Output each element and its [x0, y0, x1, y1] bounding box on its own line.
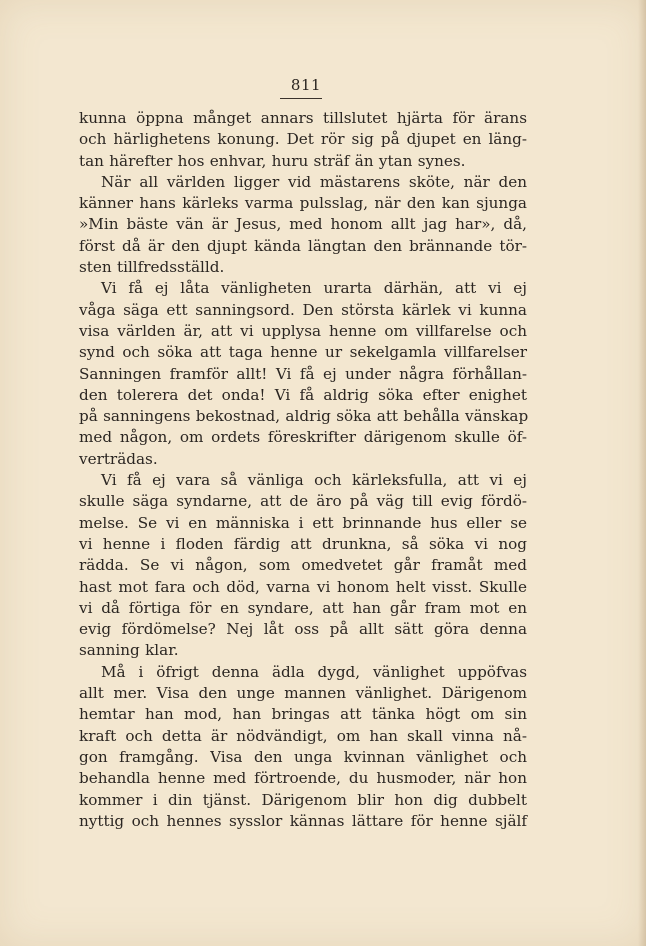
body-text: [79, 108, 527, 832]
text-line: »Min bäste vän är Jesus, med honom allt jag har», då,: [79, 215, 527, 234]
text-line: allt mer. Visa den unge mannen vänlighet. Därigenom: [79, 684, 527, 703]
text-line: tan härefter hos enhvar, huru sträf än ytan synes.: [79, 151, 466, 170]
text-line: Må i öfrigt denna ädla dygd, vänlighet uppöfvas: [101, 662, 527, 681]
text-line: gon framgång. Visa den unga kvinnan vänlighet och: [79, 747, 527, 766]
text-line: känner hans kärleks varma pulsslag, när den kan sjunga: [79, 194, 527, 213]
text-line: kraft och detta är nödvändigt, om han skall vinna nå-: [79, 726, 527, 745]
text-line: skulle säga syndarne, att de äro på väg till evig fördö-: [79, 492, 527, 511]
text-line: nyttig och hennes sysslor kännas lättare för henne själf: [79, 811, 527, 830]
text-line: med någon, om ordets föreskrifter därigenom skulle öf-: [79, 428, 527, 447]
text-line: Sanningen framför allt! Vi få ej under några förhållan-: [79, 364, 527, 383]
text-line: sten tillfredsställd.: [79, 258, 225, 277]
text-line: och härlighetens konung. Det rör sig på djupet en läng-: [79, 130, 527, 149]
text-line: evig fördömelse? Nej låt oss på allt sätt göra denna: [79, 620, 527, 639]
text-line: När all världen ligger vid mästarens sköte, när den: [101, 172, 527, 191]
text-line: först då är den djupt kända längtan den brännande tör-: [79, 236, 527, 255]
text-line: kunna öppna månget annars tillslutet hjärta för ärans: [79, 109, 527, 127]
text-line: kommer i din tjänst. Därigenom blir hon dig dubbelt: [79, 790, 527, 809]
text-line: visa världen är, att vi upplysa henne om villfarelse och: [79, 321, 527, 340]
text-line: våga säga ett sanningsord. Den största kärlek vi kunna: [79, 300, 527, 319]
text-line: Vi få ej låta vänligheten urarta därhän, att vi ej: [101, 279, 527, 298]
text-line: synd och söka att taga henne ur sekelgamla villfarelser: [79, 343, 527, 362]
text-line: sanning klar.: [79, 641, 179, 660]
text-line: vi henne i floden färdig att drunkna, så söka vi nog: [79, 534, 527, 553]
page-number-rule: [280, 98, 322, 99]
text-line: rädda. Se vi någon, som omedvetet går framåt med: [79, 556, 527, 575]
text-line: den tolerera det onda! Vi få aldrig söka efter enighet: [79, 385, 527, 404]
text-line: på sanningens bekostnad, aldrig söka att behålla vänskap: [79, 407, 529, 426]
text-line: verträdas.: [79, 449, 158, 468]
text-line: hast mot fara och död, varna vi honom helt visst. Skulle: [79, 577, 527, 596]
text-line: behandla henne med förtroende, du husmoder, när hon: [79, 769, 527, 788]
page-number: 811: [290, 76, 322, 94]
text-line: Vi få ej vara så vänliga och kärleksfulla, att vi ej: [101, 471, 527, 490]
text-line: melse. Se vi en människa i ett brinnande hus eller se: [79, 513, 527, 532]
text-line: vi då förtiga för en syndare, att han går fram mot en: [79, 598, 527, 617]
text-line: hemtar han mod, han bringas att tänka högt om sin: [79, 705, 527, 724]
